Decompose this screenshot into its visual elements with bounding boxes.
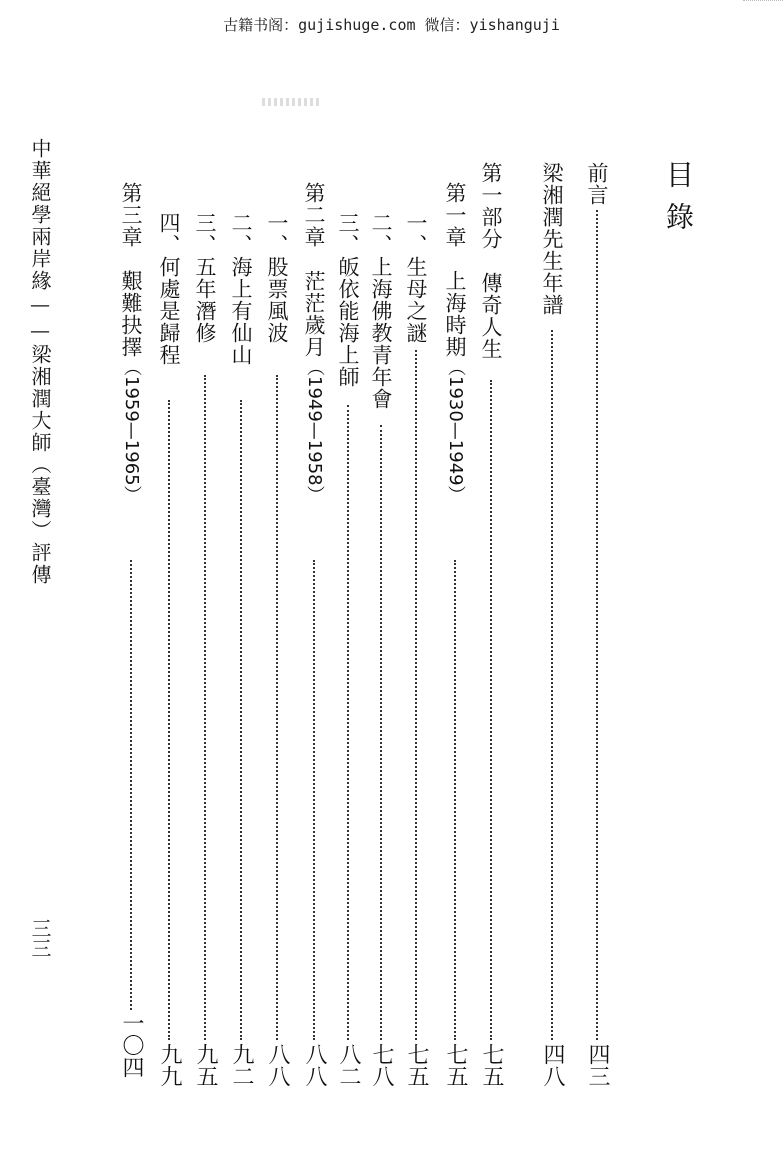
leader-dots [454,560,456,1040]
chapter-years: （1959—1965） [121,358,142,504]
toc-entry-section: 四、何處是歸程 [157,212,181,366]
leader-dots [130,560,132,1010]
leader-dots [490,380,492,1040]
toc-page-number: 四三 [585,1043,610,1087]
chapter-title: 第三章 艱難抉擇 [119,182,143,358]
toc-entry-chapter-two [303,182,324,504]
toc-page-number: 七八 [369,1043,394,1087]
leader-dots [596,210,598,1040]
toc-page-number: 八八 [265,1043,290,1087]
toc-page-number: 九二 [229,1043,254,1087]
scan-smudge [262,98,322,106]
leader-dots [168,400,170,1040]
page-edge-mark [743,0,783,7]
leader-dots [380,425,382,1040]
toc-page-number: 九五 [193,1043,218,1087]
toc-entry-section: 一、生母之謎 [404,212,428,344]
toc-entry-section: 三、皈依能海上師 [336,212,360,388]
toc-page-number: 七五 [443,1043,468,1087]
leader-dots [347,405,349,1040]
toc-page-number: 四八 [540,1043,565,1087]
running-title: 中華絕學兩岸緣——梁湘潤大師（臺灣）評傳 [28,138,52,586]
toc-page-number: 九九 [157,1043,182,1087]
leader-dots [313,560,315,1040]
toc-page-number: 七五 [404,1043,429,1087]
toc-page-number: 一〇四 [119,1012,144,1078]
chapter-title: 第二章 茫茫歲月 [302,182,326,358]
toc-page-number: 八二 [336,1043,361,1087]
page-title: 目錄 [662,160,695,244]
chapter-years: （1930—1949） [445,358,466,504]
leader-dots [204,375,206,1040]
toc-entry-section: 一、股票風波 [265,212,289,344]
leader-dots [276,375,278,1040]
leader-dots [415,350,417,1040]
toc-entry-section: 二、上海佛教青年會 [369,212,393,410]
toc-page-number: 七五 [479,1043,504,1087]
toc-entry-chronology: 梁湘潤先生年譜 [540,162,564,316]
toc-entry-section: 三、五年潛修 [193,212,217,344]
leader-dots [551,330,553,1040]
leader-dots [240,400,242,1040]
toc-entry-preface: 前言 [585,162,609,206]
watermark: 古籍书阁：gujishuge.com 微信：yishanguji [223,16,560,34]
toc-entry-chapter-three [120,182,141,504]
toc-page-number: 八八 [302,1043,327,1087]
chapter-title: 第一章 上海時期 [443,182,467,358]
toc-entry-part-one: 第一部分 傳奇人生 [479,162,503,360]
toc-entry-chapter-one [444,182,465,504]
chapter-years: （1949—1958） [304,358,325,504]
toc-entry-section: 二、海上有仙山 [229,212,253,366]
folio-number: 三三 [28,918,52,958]
